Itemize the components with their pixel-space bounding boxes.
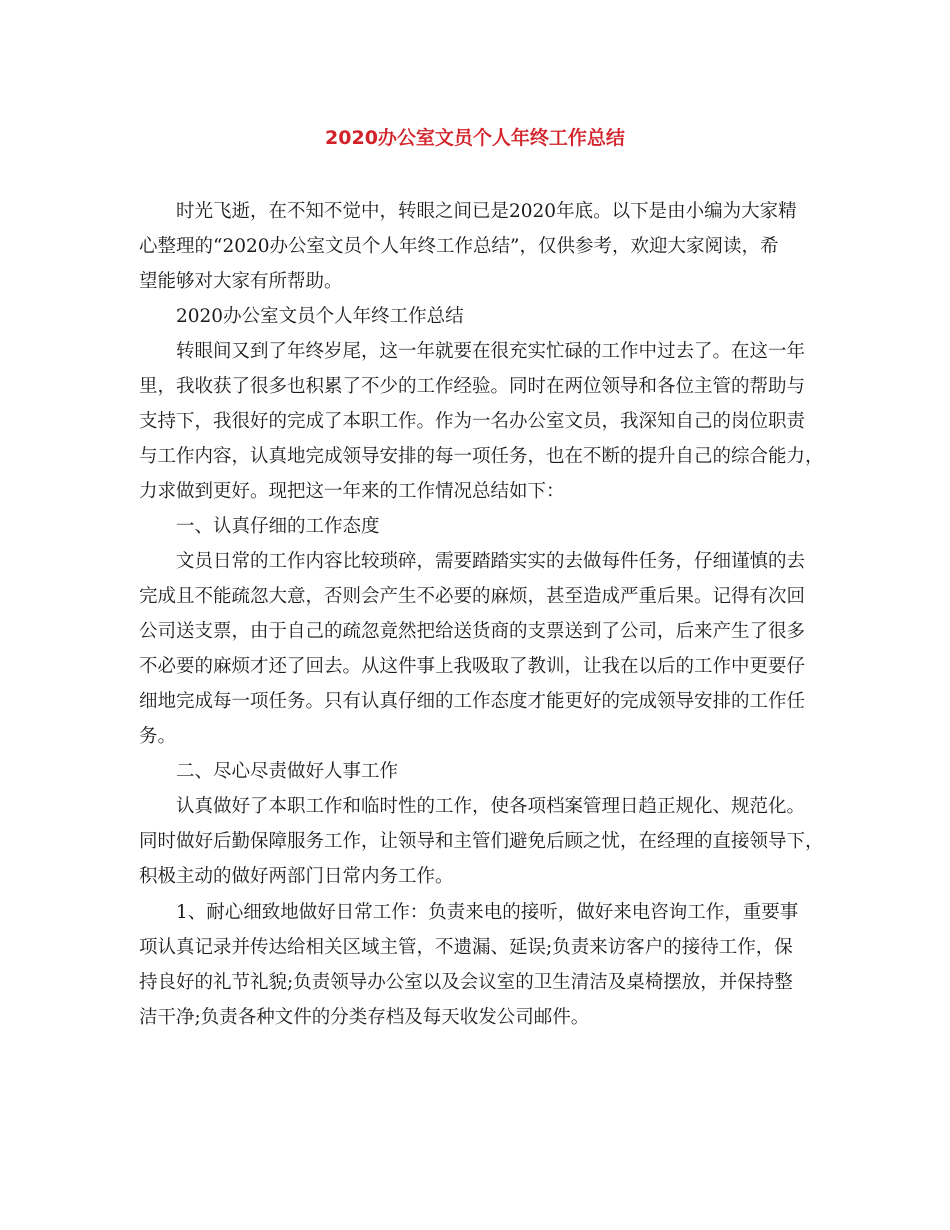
section-heading: 二、尽心尽责做好人事工作 (176, 761, 399, 782)
paragraph-line: 与工作内容，认真地完成领导安排的每一项任务，也在不断的提升自己的综合能力， (139, 446, 824, 467)
paragraph-line: 认真做好了本职工作和临时性的工作，使各项档案管理日趋正规化、规范化。 (176, 796, 806, 817)
paragraph-line: 项认真记录并传达给相关区域主管，不遗漏、延误;负责来访客户的接待工作，保 (139, 937, 793, 958)
paragraph-line: 文员日常的工作内容比较琐碎，需要踏踏实实的去做每件任务，仔细谨慎的去 (176, 551, 806, 572)
paragraph-line: 时光飞逝，在不知不觉中，转眼之间已是2020年底。以下是由小编为大家精 (176, 201, 797, 222)
paragraph-line: 转眼间又到了年终岁尾，这一年就要在很充实忙碌的工作中过去了。在这一年 (176, 341, 806, 362)
paragraph-line: 力求做到更好。现把这一年来的工作情况总结如下： (139, 481, 565, 502)
document-title: 2020办公室文员个人年终工作总结 (325, 127, 625, 149)
paragraph-line: 同时做好后勤保障服务工作，让领导和主管们避免后顾之忧，在经理的直接领导下， (139, 831, 824, 852)
paragraph-line: 细地完成每一项任务。只有认真仔细的工作态度才能更好的完成领导安排的工作任 (139, 691, 806, 712)
paragraph-line: 望能够对大家有所帮助。 (139, 271, 343, 292)
paragraph-line: 持良好的礼节礼貌;负责领导办公室以及会议室的卫生清洁及桌椅摆放，并保持整 (139, 972, 793, 993)
paragraph-line: 1、耐心细致地做好日常工作：负责来电的接听，做好来电咨询工作，重要事 (176, 902, 799, 923)
paragraph-line: 支持下，我很好的完成了本职工作。作为一名办公室文员，我深知自己的岗位职责 (139, 411, 806, 432)
paragraph-line: 公司送支票，由于自己的疏忽竟然把给送货商的支票送到了公司，后来产生了很多 (139, 621, 806, 642)
section-heading: 2020办公室文员个人年终工作总结 (176, 306, 464, 327)
paragraph-line: 心整理的“2020办公室文员个人年终工作总结”，仅供参考，欢迎大家阅读，希 (139, 236, 779, 257)
paragraph-line: 务。 (139, 726, 177, 747)
paragraph-line: 完成且不能疏忽大意，否则会产生不必要的麻烦，甚至造成严重后果。记得有次回 (139, 586, 806, 607)
paragraph-line: 不必要的麻烦才还了回去。从这件事上我吸取了教训，让我在以后的工作中更要仔 (139, 656, 806, 677)
section-heading: 一、认真仔细的工作态度 (176, 516, 380, 537)
paragraph-line: 洁干净;负责各种文件的分类存档及每天收发公司邮件。 (139, 1007, 590, 1028)
paragraph-line: 积极主动的做好两部门日常内务工作。 (139, 866, 454, 887)
paragraph-line: 里，我收获了很多也积累了不少的工作经验。同时在两位领导和各位主管的帮助与 (139, 376, 806, 397)
